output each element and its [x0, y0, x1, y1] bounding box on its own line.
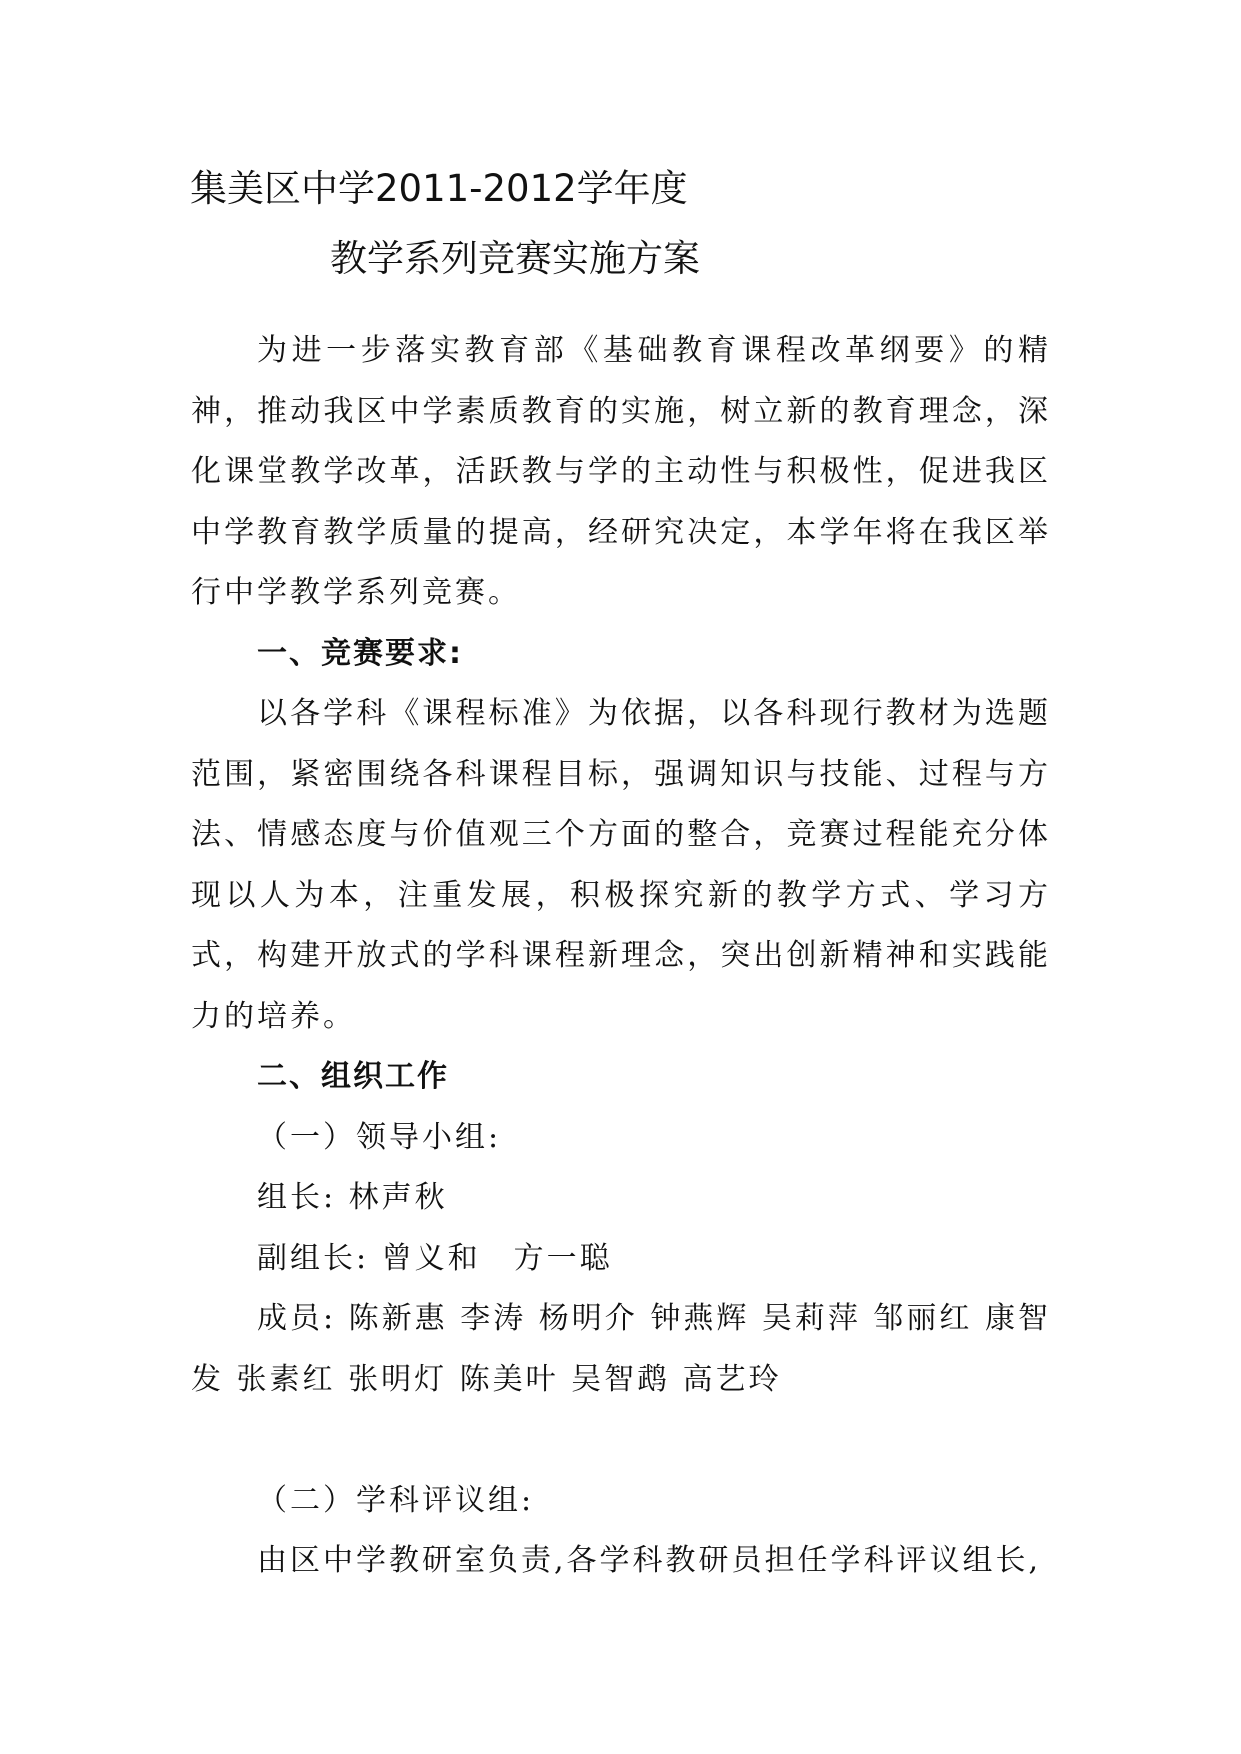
document-body: [191, 321, 1051, 1592]
document-title-line2: 教学系列竞赛实施方案: [330, 237, 700, 280]
section1-paragraph: 以各学科《课程标准》为依据，以各科现行教材为选题范围，紧密围绕各科课程目标，强调知识与技能、过程与方法、情感态度与价值观三个方面的整合，竞赛过程能充分体现以人为本，注重发展，积极探究新的教学方式、学习方式，构建开放式的学科课程新理念，突出创新精神和实践能力的培养。: [191, 696, 1051, 1034]
review-paragraph: 由区中学教研室负责,各学科教研员担任学科评议组长,: [257, 1543, 1042, 1578]
deputy-leader-line: 副组长: 曾义和 方一聪: [257, 1240, 613, 1276]
subsection-leadership-heading: （一）领导小组:: [257, 1119, 502, 1155]
subsection-review-heading: （二）学科评议组:: [257, 1482, 535, 1518]
members-paragraph: 成员: 陈新惠 李涛 杨明介 钟燕辉 吴莉萍 邹丽红 康智发 张素红 张明灯 陈美叶 吴智鹉 高艺玲: [191, 1301, 1051, 1397]
document-title-line1: 集美区中学2011-2012学年度: [190, 167, 688, 210]
section1-heading: 一、竞赛要求:: [257, 635, 463, 671]
section2-heading: 二、组织工作: [257, 1059, 449, 1094]
intro-paragraph: 为进一步落实教育部《基础教育课程改革纲要》的精神，推动我区中学素质教育的实施，树立新的教育理念，深化课堂教学改革，活跃教与学的主动性与积极性，促进我区中学教育教学质量的提高，经研究决定，本学年将在我区举行中学教学系列竞赛。: [191, 333, 1051, 610]
blank-line: [191, 1410, 1051, 1471]
group-leader-line: 组长: 林声秋: [257, 1180, 448, 1215]
